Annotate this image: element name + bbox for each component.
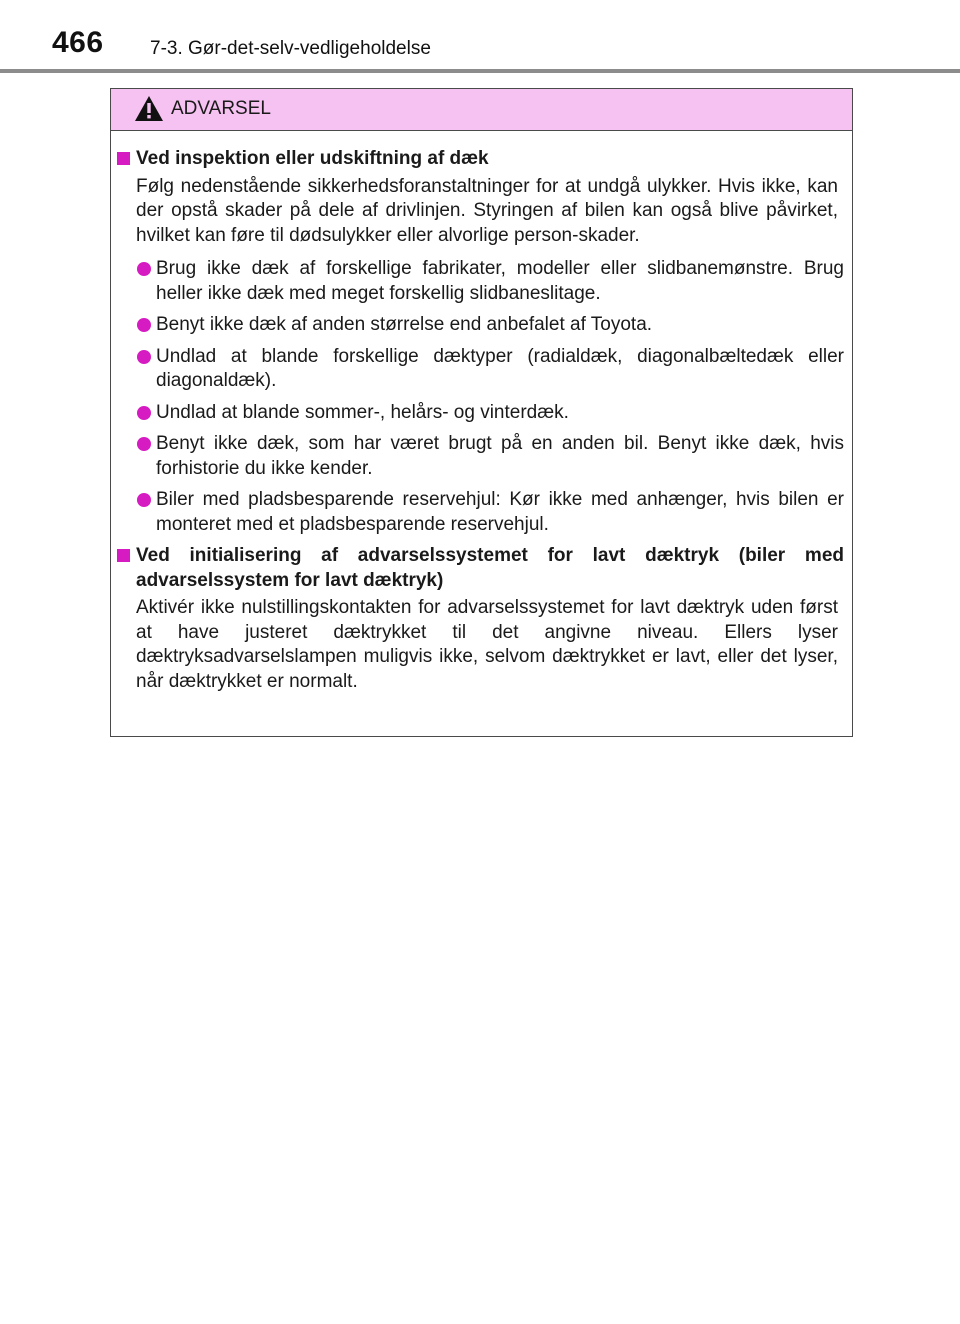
square-bullet-icon — [117, 549, 130, 562]
warning-content — [111, 147, 852, 703]
warning-box — [110, 88, 853, 737]
circle-bullet-icon — [137, 493, 151, 507]
list-item: Undlad at blande sommer-, helårs- og vinterdæk. — [111, 401, 852, 426]
circle-bullet-icon — [137, 318, 151, 332]
section-heading: Ved initialisering af advarselssystemet for lavt dæktryk (biler med advarselssystem for lavt dæktryk) — [111, 544, 852, 593]
circle-bullet-icon — [137, 437, 151, 451]
section-title: 7-3. Gør-det-selv-vedligeholdelse — [150, 38, 431, 59]
list-item: Undlad at blande forskellige dæktyper (radialdæk, diagonalbæltedæk eller diagonaldæk). — [111, 345, 852, 394]
list-item: Brug ikke dæk af forskellige fabrikater, modeller eller slidbanemønstre. Brug heller ikke dæk med meget forskellig slidbaneslitage. — [111, 257, 852, 306]
list-item: Biler med pladsbesparende reservehjul: Kør ikke med anhænger, hvis bilen er monteret med et pladsbesparende reservehjul. — [111, 488, 852, 537]
list-item: Benyt ikke dæk, som har været brugt på en anden bil. Benyt ikke dæk, hvis forhistorie du ikke kender. — [111, 432, 852, 481]
circle-bullet-icon — [137, 350, 151, 364]
section-intro: Følg nedenstående sikkerhedsforanstaltninger for at undgå ulykker. Hvis ikke, kan der opstå skader på dele af drivlinjen. Styringen af bilen kan også blive påvirket, hvilket kan føre til dødsulykker eller alvorlige person-skader. — [136, 175, 838, 246]
page-number: 466 — [52, 26, 104, 59]
circle-bullet-icon — [137, 406, 151, 420]
warning-header — [111, 89, 852, 131]
section-heading: Ved inspektion eller udskiftning af dæk — [111, 147, 852, 172]
square-bullet-icon — [117, 152, 130, 165]
warning-triangle-icon — [134, 95, 164, 122]
circle-bullet-icon — [137, 262, 151, 276]
header-rule — [0, 69, 960, 73]
section-intro: Aktivér ikke nulstillingskontakten for advarselssystemet for lavt dæktryk uden først at have justeret dæktrykket til det angivne niveau. Ellers lyser dæktryksadvarselslampen muligvis ikke, selvom dæktrykket er lavt, eller det lyser, når dæktrykket er normalt. — [136, 597, 838, 692]
list-item: Benyt ikke dæk af anden størrelse end anbefalet af Toyota. — [111, 313, 852, 338]
warning-title: ADVARSEL — [171, 98, 271, 119]
